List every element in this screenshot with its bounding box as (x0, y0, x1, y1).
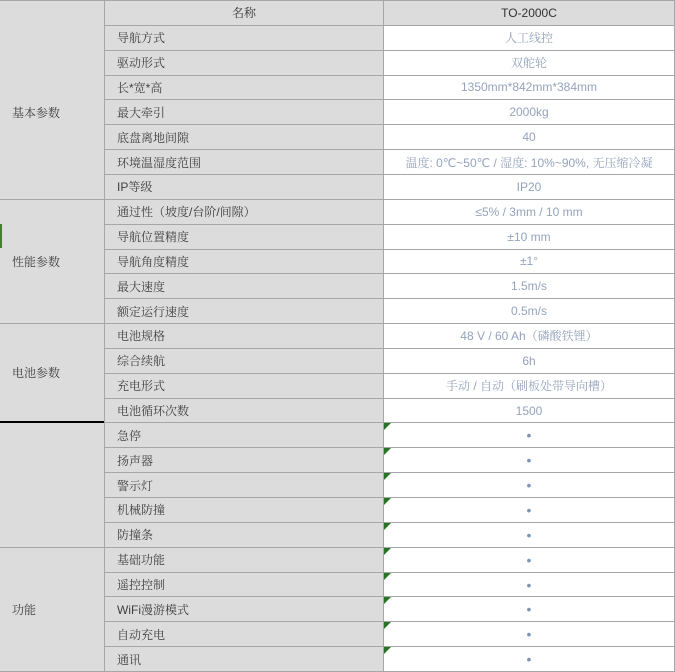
comment-marker-icon (384, 498, 391, 505)
param-name-cell: 自动充电 (104, 622, 383, 647)
param-name-cell: 扬声器 (104, 448, 383, 473)
feature-dot: • (526, 452, 532, 469)
param-value-cell: 2000kg (383, 100, 674, 125)
param-value-cell: ±10 mm (383, 225, 674, 250)
feature-dot: • (526, 427, 532, 444)
param-value-cell: ±1° (383, 250, 674, 275)
param-name-cell: 急停 (104, 423, 383, 448)
param-value-cell: 1350mm*842mm*384mm (383, 76, 674, 101)
param-name-cell: 长*宽*高 (104, 76, 383, 101)
feature-dot: • (526, 526, 532, 543)
param-value-cell: 人工线控 (383, 26, 674, 51)
param-name-cell: 综合续航 (104, 349, 383, 374)
param-name-cell: WiFi漫游模式 (104, 597, 383, 622)
param-name-cell: 机械防撞 (104, 498, 383, 523)
table-header-model: TO-2000C (383, 1, 674, 26)
param-value-cell (383, 448, 674, 473)
param-value-cell: 温度: 0℃~50℃ / 湿度: 10%~90%, 无压缩冷凝 (383, 150, 674, 175)
param-name-cell: 底盘离地间隙 (104, 125, 383, 150)
param-value-cell (383, 573, 674, 598)
table-header-name: 名称 (104, 1, 383, 26)
param-name-cell: 最大牵引 (104, 100, 383, 125)
param-value-cell: 手动 / 自动（刷板处带导向槽） (383, 374, 674, 399)
param-name-cell: 导航方式 (104, 26, 383, 51)
param-name-cell: 电池规格 (104, 324, 383, 349)
comment-marker-icon (384, 647, 391, 654)
category-cell: 基本参数 (0, 26, 104, 200)
param-value-cell: 40 (383, 125, 674, 150)
param-name-cell: 额定运行速度 (104, 299, 383, 324)
param-name-cell: 通讯 (104, 647, 383, 672)
param-value-cell (383, 423, 674, 448)
param-value-cell: 1.5m/s (383, 274, 674, 299)
feature-dot: • (526, 601, 532, 618)
comment-marker-icon (384, 423, 391, 430)
param-name-cell: 电池循环次数 (104, 399, 383, 424)
comment-marker-icon (384, 473, 391, 480)
category-cell: 性能参数 (0, 200, 104, 324)
param-value-cell: IP20 (383, 175, 674, 200)
param-name-cell: 导航位置精度 (104, 225, 383, 250)
feature-dot: • (526, 477, 532, 494)
comment-marker-icon (384, 622, 391, 629)
param-value-cell (383, 647, 674, 672)
comment-marker-icon (384, 597, 391, 604)
param-name-cell: IP等级 (104, 175, 383, 200)
category-cell: 电池参数 (0, 324, 104, 423)
param-name-cell: 充电形式 (104, 374, 383, 399)
param-name-cell: 导航角度精度 (104, 250, 383, 275)
param-value-cell: 6h (383, 349, 674, 374)
feature-dot: • (526, 651, 532, 668)
param-name-cell: 遥控控制 (104, 573, 383, 598)
category-cell (0, 423, 104, 547)
comment-marker-icon (384, 548, 391, 555)
param-value-cell: 1500 (383, 399, 674, 424)
comment-marker-icon (384, 523, 391, 530)
param-name-cell: 警示灯 (104, 473, 383, 498)
feature-dot: • (526, 501, 532, 518)
feature-dot: • (526, 626, 532, 643)
param-value-cell: 双舵轮 (383, 51, 674, 76)
feature-dot: • (526, 551, 532, 568)
param-value-cell (383, 523, 674, 548)
param-name-cell: 环境温湿度范围 (104, 150, 383, 175)
param-value-cell (383, 622, 674, 647)
param-value-cell (383, 473, 674, 498)
header-spacer (0, 1, 104, 26)
param-name-cell: 最大速度 (104, 274, 383, 299)
param-name-cell: 驱动形式 (104, 51, 383, 76)
param-name-cell: 通过性（坡度/台阶/间隙） (104, 200, 383, 225)
comment-marker-icon (384, 448, 391, 455)
param-value-cell (383, 548, 674, 573)
param-value-cell (383, 597, 674, 622)
param-value-cell (383, 498, 674, 523)
param-value-cell: ≤5% / 3mm / 10 mm (383, 200, 674, 225)
param-name-cell: 防撞条 (104, 523, 383, 548)
param-value-cell: 0.5m/s (383, 299, 674, 324)
param-name-cell: 基础功能 (104, 548, 383, 573)
param-value-cell: 48 V / 60 Ah（磷酸铁锂） (383, 324, 674, 349)
green-edge-marker (0, 224, 2, 248)
category-cell: 功能 (0, 548, 104, 672)
feature-dot: • (526, 576, 532, 593)
comment-marker-icon (384, 573, 391, 580)
